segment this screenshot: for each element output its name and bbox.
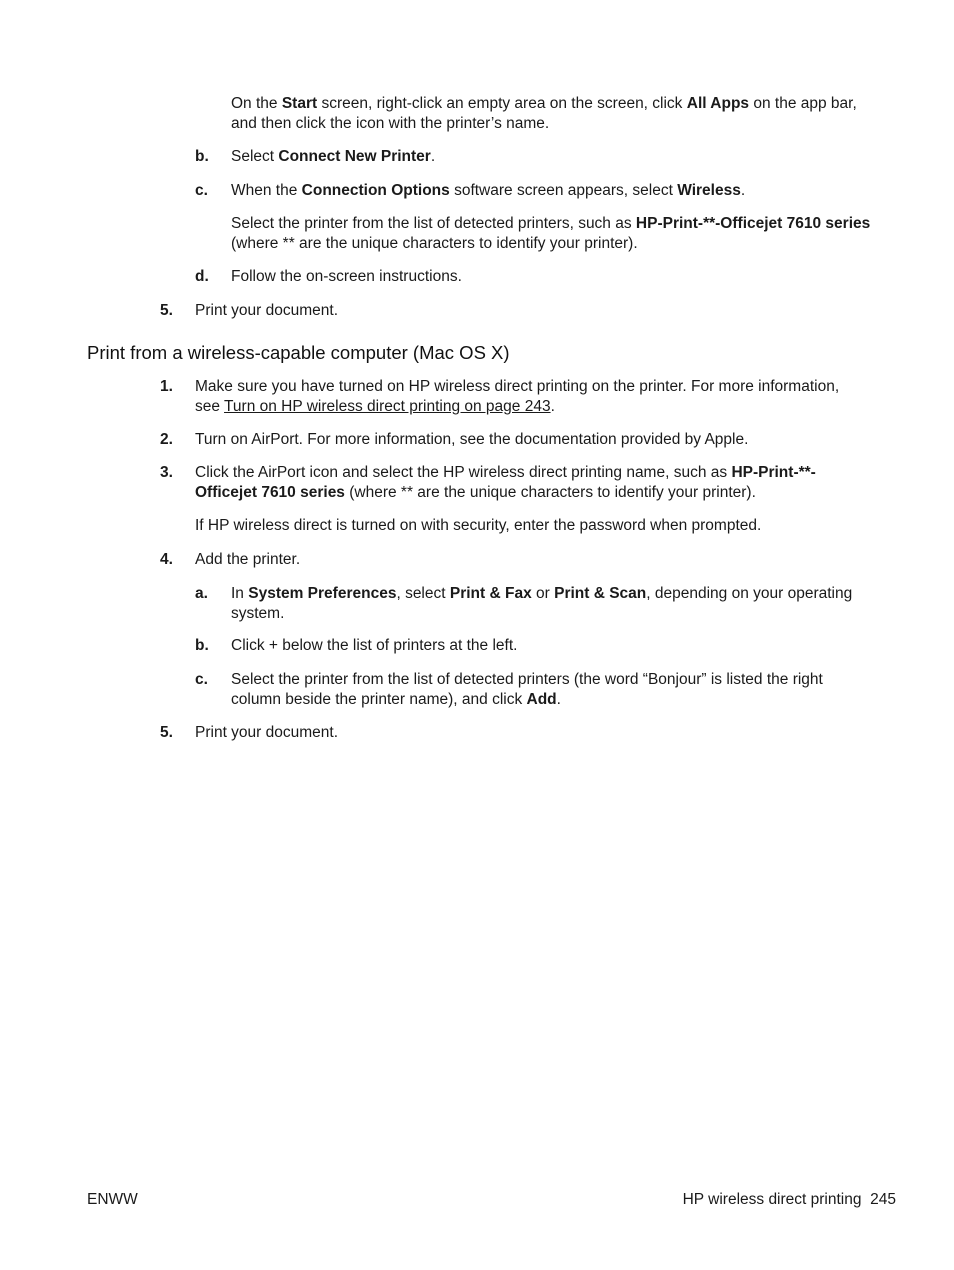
step-marker-3: 3. [160, 464, 173, 481]
step-5-text: Print your document. [195, 724, 339, 741]
step-1-text: Make sure you have turned on HP wireless direct printing on the printer. For more information, see Turn on HP wireless direct printing on page 243. [195, 378, 840, 415]
step-marker-5: 5. [160, 724, 173, 741]
footer-left: ENWW [87, 1191, 138, 1208]
step-marker-d: d. [195, 268, 209, 285]
step-c-text: When the Connection Options software screen appears, select Wireless. [231, 182, 746, 199]
step-c-detail: Select the printer from the list of detected printers, such as HP-Print-**-Officejet 7610 series (where ** are the unique characters to identify your printer). [231, 215, 871, 252]
substep-marker-b: b. [195, 637, 209, 654]
step-marker-b: b. [195, 148, 209, 165]
step-marker-5-top: 5. [160, 302, 173, 319]
step-marker-4: 4. [160, 551, 173, 568]
step-5-top-text: Print your document. [195, 302, 339, 319]
substep-c-text: Select the printer from the list of detected printers (the word “Bonjour” is listed the right column beside the printer name), and click Add. [231, 671, 823, 708]
step-b-text: Select Connect New Printer. [231, 148, 436, 165]
step-2-text: Turn on AirPort. For more information, see the documentation provided by Apple. [195, 431, 749, 448]
step-4-text: Add the printer. [195, 551, 301, 568]
substep-marker-c: c. [195, 671, 208, 688]
substep-a-text: In System Preferences, select Print & Fax or Print & Scan, depending on your operating system. [231, 585, 853, 622]
step-d-text: Follow the on-screen instructions. [231, 268, 462, 285]
page-number: 245 [870, 1191, 896, 1208]
substep-marker-a: a. [195, 585, 208, 602]
turn-on-direct-printing-link[interactable]: Turn on HP wireless direct printing on page 243 [224, 397, 551, 415]
step-3-security-note: If HP wireless direct is turned on with security, enter the password when prompted. [195, 517, 762, 534]
step-3-text: Click the AirPort icon and select the HP wireless direct printing name, such as HP-Print-**- Officejet 7610 series (where ** are the unique characters to identify your printer). [195, 464, 816, 501]
step-marker-1: 1. [160, 378, 173, 395]
substep-b-text: Click + below the list of printers at the left. [231, 637, 518, 654]
step-marker-2: 2. [160, 431, 173, 448]
step-marker-c: c. [195, 182, 208, 199]
start-screen-paragraph: On the Start screen, right-click an empty area on the screen, click All Apps on the app bar, and then click the icon with the printer’s name. [231, 95, 857, 132]
section-heading: Print from a wireless-capable computer (Mac OS X) [87, 342, 510, 363]
footer-right [683, 1190, 896, 1210]
footer-chapter-title: HP wireless direct printing [682, 1191, 862, 1208]
